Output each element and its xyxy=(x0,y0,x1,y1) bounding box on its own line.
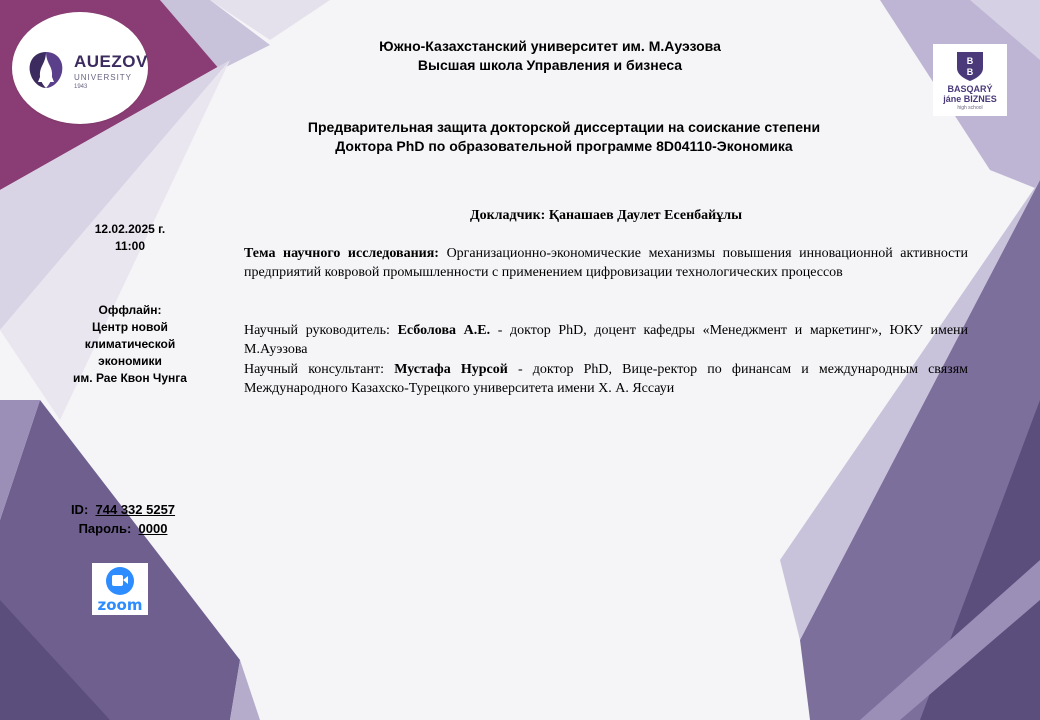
auezov-university-text: UNIVERSITY xyxy=(74,73,133,82)
conference-password-row xyxy=(48,519,198,538)
defense-title xyxy=(200,118,928,156)
zoom-logo[interactable] xyxy=(92,563,148,615)
school-name: Высшая школа Управления и бизнеса xyxy=(417,57,683,73)
venue-line-5: им. Рае Квон Чунга xyxy=(73,371,187,385)
venue-line-2: Центр новой xyxy=(92,320,168,334)
venue-block xyxy=(55,302,205,387)
university-emblem-icon xyxy=(24,48,68,92)
scientific-supervisor xyxy=(244,321,968,359)
event-time: 11:00 xyxy=(114,239,146,253)
supervisor-name: Есболова А.Е. xyxy=(397,323,491,338)
venue-line-3: климатической xyxy=(84,337,176,351)
conference-id-row xyxy=(48,500,198,519)
consultant-label: Научный консультант: xyxy=(244,362,385,377)
consultant-name: Мустафа Нурсой xyxy=(394,362,508,377)
research-topic-text: Организационно-экономические механизмы повышения инновационной активности предприятий ковровой промышленности с применением цифровизации технологических процессов xyxy=(244,246,969,280)
conference-id-label: ID: xyxy=(70,502,89,517)
scientific-consultant xyxy=(244,360,968,398)
research-topic xyxy=(244,244,968,282)
svg-text:B: B xyxy=(966,56,974,66)
event-date: 12.02.2025 г. xyxy=(94,222,166,236)
defense-title-line-1: Предварительная защита докторской диссертации на соискание степени xyxy=(307,119,821,135)
date-time-block xyxy=(60,221,200,255)
venue-line-1: Оффлайн: xyxy=(98,303,162,317)
conference-password-label: Пароль: xyxy=(78,521,132,536)
supervisor-label: Научный руководитель: xyxy=(244,323,390,338)
auezov-university-logo xyxy=(12,12,148,124)
venue-line-4: экономики xyxy=(98,354,162,368)
consultant-details: - доктор PhD, Вице-ректор по финансам и международным связям Международного Казахско-Турецкого университета имени Х. А. Яссауи xyxy=(244,362,969,396)
conference-credentials xyxy=(48,500,198,538)
supervisor-details: - доктор PhD, доцент кафедры «Менеджмент и маркетинг», ЮКУ имени М.Ауэзова xyxy=(244,323,969,357)
research-topic-label: Тема научного исследования: xyxy=(244,246,439,261)
zoom-wordmark: zoom xyxy=(97,596,143,614)
conference-password-value[interactable]: 0000 xyxy=(138,521,168,536)
shield-icon xyxy=(955,50,985,82)
defense-title-line-2: Доктора PhD по образовательной программе 8D04110-Экономика xyxy=(335,138,793,154)
basqary-line-3: high school xyxy=(957,105,983,111)
university-name: Южно-Казахстанский университет им. М.Ауэзова xyxy=(379,38,721,54)
auezov-brand-text: AUEZOV xyxy=(74,52,148,71)
speaker-label: Докладчик: xyxy=(469,208,546,223)
auezov-year-text: 1943 xyxy=(74,84,88,90)
speaker-name: Қанашаев Даулет Есенбайұлы xyxy=(548,208,742,223)
basqary-line-2: jáne BIZNES xyxy=(943,94,997,104)
basqary-jane-biznes-logo xyxy=(933,44,1007,116)
speaker-line xyxy=(244,206,968,225)
conference-id-value[interactable]: 744 332 5257 xyxy=(95,502,176,517)
zoom-camera-body xyxy=(112,575,123,586)
basqary-line-1: BASQARÝ xyxy=(947,84,993,94)
zoom-camera-lens xyxy=(123,576,128,584)
university-header xyxy=(250,37,850,75)
svg-text:B: B xyxy=(966,67,974,77)
